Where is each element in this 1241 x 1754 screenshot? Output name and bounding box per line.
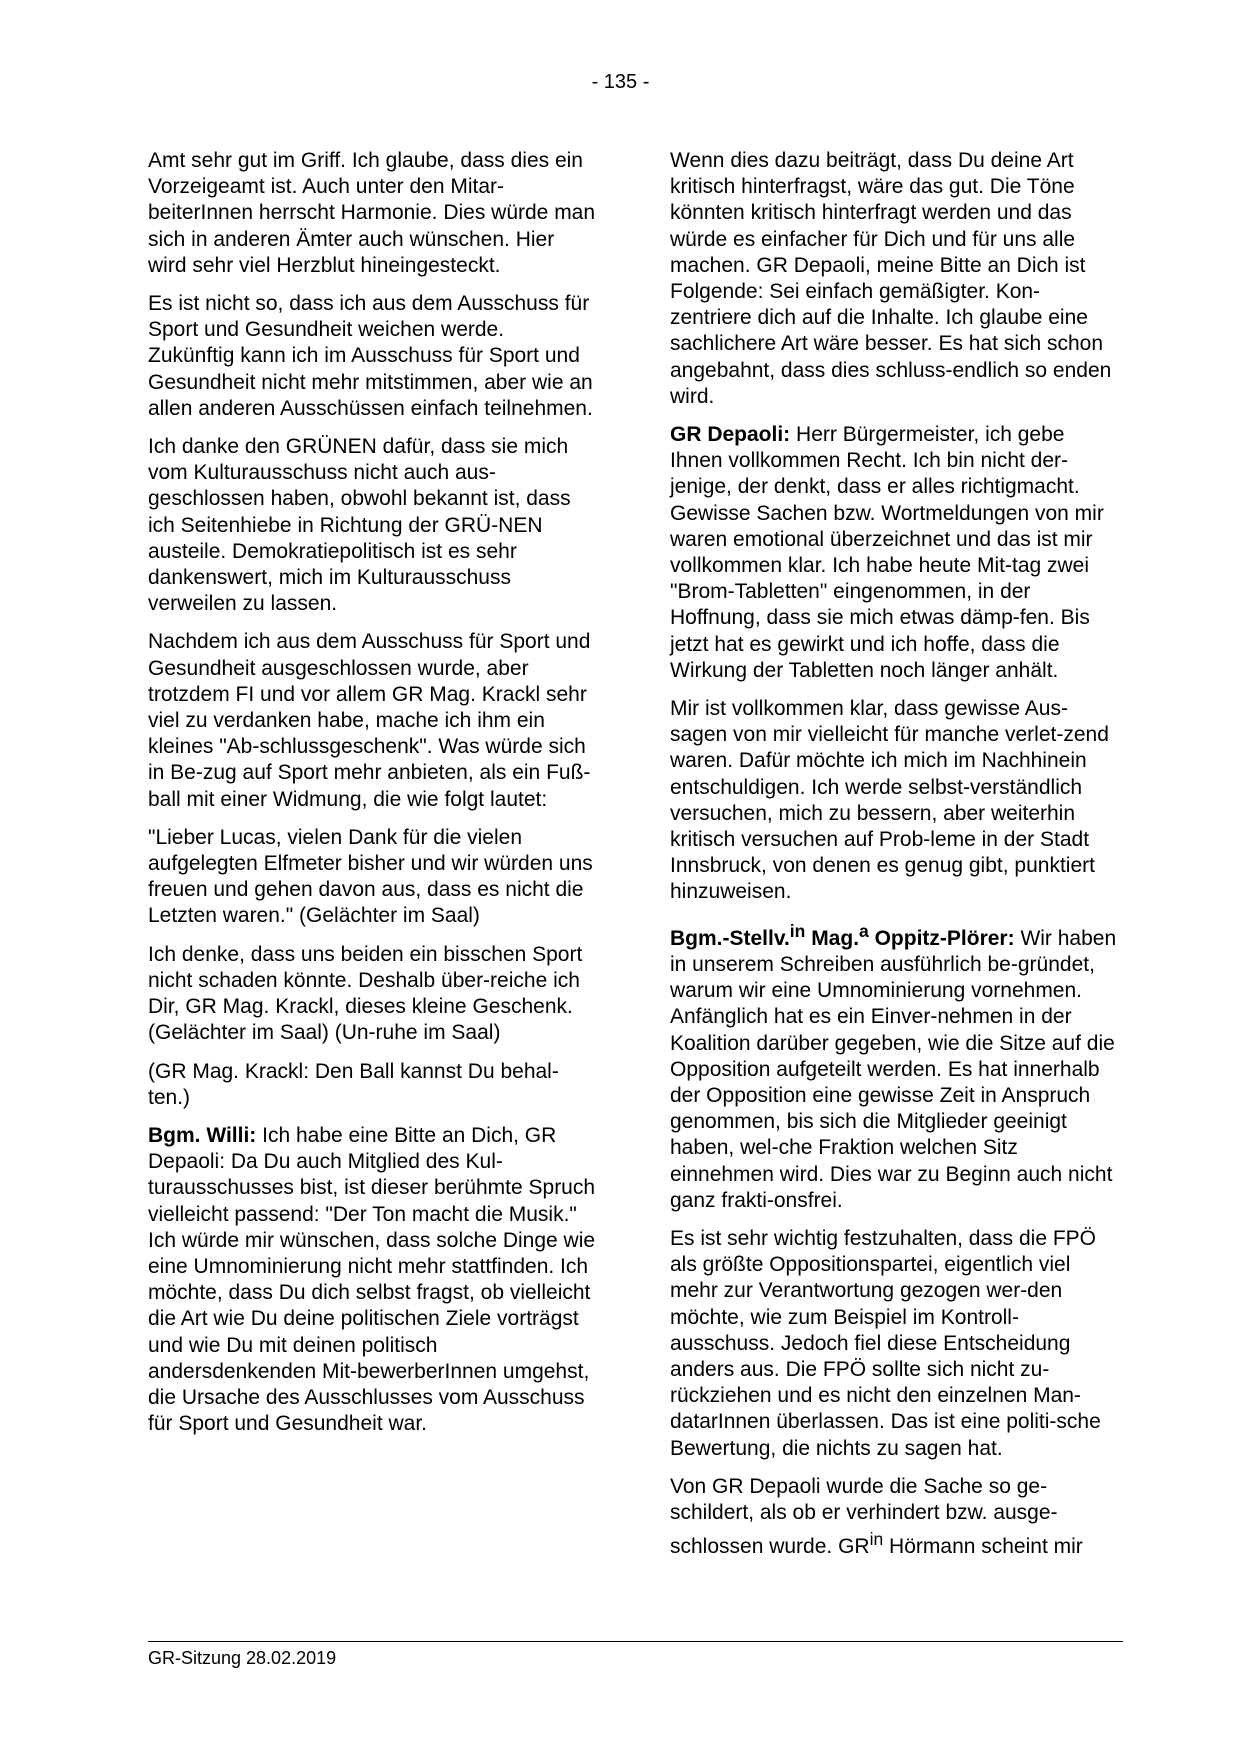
paragraph: Nachdem ich aus dem Ausschuss für Sport und Gesundheit ausgeschlossen wurde, aber trotzdem FI und vor allem GR Mag. Krackl sehr viel zu verdanken habe, mache ich ihm ein kleines "Ab-schlussgeschenk". Was würde sich in Be-zug auf Sport mehr anbieten, als ein Fuß-ball mit einer Widmung, die wie folgt lautet: [148, 630, 591, 811]
page-number: - 135 - [591, 71, 650, 93]
speech-paragraph [670, 918, 1118, 1214]
paragraph: (GR Mag. Krackl: Den Ball kannst Du behal-ten.) [148, 1059, 559, 1109]
left-column [148, 148, 596, 1449]
right-column [670, 148, 1118, 1572]
speaker-name: GR Depaoli: [670, 423, 791, 447]
paragraph: Es ist sehr wichtig festzuhalten, dass die FPÖ als größte Oppositionspartei, eigentlich viel mehr zur Verantwortung gezogen wer-den möchte, wie zum Beispiel im Kontroll-ausschuss. Jedoch fiel diese Entscheidung anders aus. Die FPÖ sollte sich nicht zu-rückziehen und es nicht den einzelnen Man-datarInnen überlassen. Das ist eine politi-sche Bewertung, die nichts zu sagen hat. [670, 1226, 1101, 1460]
text-part: Hörmann scheint mir [883, 1535, 1083, 1559]
speaker-name [670, 920, 1015, 950]
paragraph: Es ist nicht so, dass ich aus dem Ausschuss für Sport und Gesundheit weichen werde. Zukünftig kann ich im Ausschuss für Sport und Gesundheit nicht mehr mitstimmen, aber wie an allen anderen Ausschüssen einfach teilnehmen. [148, 292, 593, 420]
paragraph [670, 1474, 1118, 1561]
speaker-title-part: Mag. [805, 926, 860, 950]
speech-text: Ich habe eine Bitte an Dich, GR Depaoli: Da Du auch Mitglied des Kul-turausschusses bist, ist dieser berühmte Spruch vielleicht passend: "Der Ton macht die Musik." Ich würde mir wünschen, dass solche Dinge wie eine Umnominierung nicht mehr stattfinden. Ich möchte, dass Du dich selbst fragst, ob vielleicht die Art wie Du deine politischen Ziele vorträgst und wie Du mit deinen politisch andersdenkenden Mit-bewerberInnen umgehst, die Ursache des Ausschlusses vom Ausschuss für Sport und Gesundheit war. [148, 1123, 596, 1436]
speech-paragraph [148, 1123, 596, 1437]
speaker-title-part: Oppitz-Plörer: [868, 926, 1015, 950]
speech-text: Wir haben in unserem Schreiben ausführlich be-gründet, warum wir eine Umnominierung vornehmen. Anfänglich hat es ein Einver-nehmen in der Koalition darüber gegeben, wie die Sitze auf die Opposition aufgeteilt werden. Es hat innerhalb der Opposition eine gewisse Zeit in Anspruch genommen, bis sich die Mitglieder geeinigt haben, wel-che Fraktion welchen Sitz einnehmen wird. Dies war zu Beginn auch nicht ganz frakti-onsfrei. [670, 926, 1117, 1212]
paragraph: Ich danke den GRÜNEN dafür, dass sie mich vom Kulturausschuss nicht auch aus-geschlossen haben, obwohl bekannt ist, dass ich Seitenhiebe in Richtung der GRÜ-NEN austeile. Demokratiepolitisch ist es sehr dankenswert, mich im Kulturausschuss verweilen zu lassen. [148, 435, 571, 616]
speech-text: Herr Bürgermeister, ich gebe Ihnen vollkommen Recht. Ich bin nicht der-jenige, der denkt, dass er alles richtigmacht. Gewisse Sachen bzw. Wortmeldungen von mir waren emotional überzeichnet und das ist mir vollkommen klar. Ich habe heute Mit-tag zwei "Brom-Tabletten" eingenommen, in der Hoffnung, dass sie mich etwas dämp-fen. Bis jetzt hat es gewirkt und ich hoffe, dass die Wirkung der Tabletten noch länger anhält. [670, 423, 1104, 682]
paragraph: Amt sehr gut im Griff. Ich glaube, dass dies ein Vorzeigeamt ist. Auch unter den Mitar-beiterInnen herrscht Harmonie. Dies würde man sich in anderen Ämter auch wünschen. Hier wird sehr viel Herzblut hineingesteckt. [148, 149, 596, 277]
footer-divider [148, 1641, 1123, 1642]
paragraph: Ich denke, dass uns beiden ein bisschen Sport nicht schaden könnte. Deshalb über-reiche ich Dir, GR Mag. Krackl, dieses kleine Geschenk. (Gelächter im Saal) (Un-ruhe im Saal) [148, 942, 583, 1045]
paragraph: Wenn dies dazu beiträgt, dass Du deine Art kritisch hinterfragst, wäre das gut. Die Töne könnten kritisch hinterfragt werden und das würde es einfacher für Dich und für uns alle machen. GR Depaoli, meine Bitte an Dich ist Folgende: Sei einfach gemäßigter. Kon-zentriere dich auf die Inhalte. Ich glaube eine sachlichere Art wäre besser. Es hat sich schon angebahnt, dass dies schluss-endlich so enden wird. [670, 149, 1112, 408]
speaker-name: Bgm. Willi: [148, 1123, 257, 1147]
superscript: a [859, 920, 869, 941]
speaker-title-part: Bgm.-Stellv. [670, 926, 790, 950]
text-part: Von GR Depaoli wurde die Sache so ge-schildert, als ob er verhindert bzw. ausge-schlossen wurde. GR [670, 1474, 1058, 1559]
footer-session-date: GR-Sitzung 28.02.2019 [148, 1648, 337, 1668]
paragraph: "Lieber Lucas, vielen Dank für die vielen aufgelegten Elfmeter bisher und wir würden uns freuen und gehen davon aus, dass es nicht die Letzten waren." (Gelächter im Saal) [148, 825, 593, 928]
speech-paragraph [670, 422, 1118, 684]
superscript: in [869, 1529, 884, 1550]
superscript: in [789, 920, 806, 941]
paragraph: Mir ist vollkommen klar, dass gewisse Aus-sagen von mir vielleicht für manche verlet-zend waren. Dafür möchte ich mich im Nachhinein entschuldigen. Ich werde selbst-verständlich versuchen, mich zu bessern, aber weiterhin kritisch versuchen auf Prob-leme in der Stadt Innsbruck, von denen es genug gibt, punktiert hinzuweisen. [670, 697, 1109, 904]
